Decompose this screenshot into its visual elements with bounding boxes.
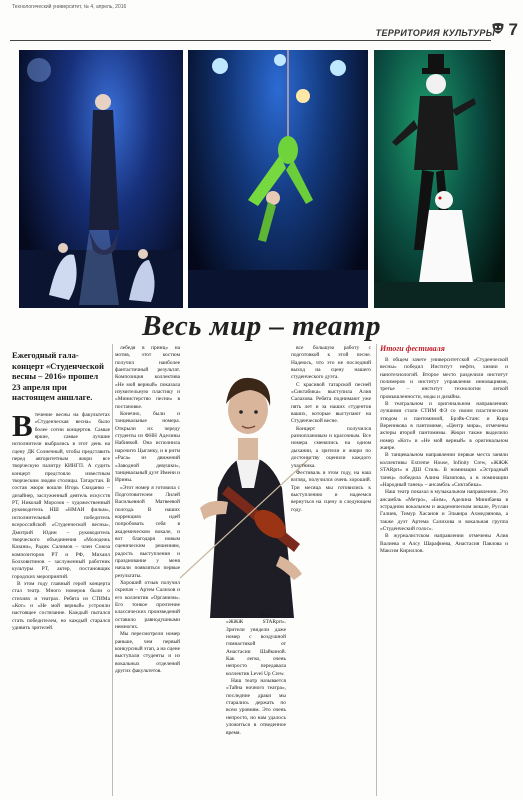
- paragraph: В театральном и оригинальном направлениях лучшими стали СТИМ ФЭ со своим пластическим этюдом и пантомимой, Брэйк-Станс и Кира Вереникова в пантомиме, «Центр мира», отмечены актеры второй пантомимы. Жюри также выделило номер «Кот» и «Не мой верный» в оригинальном жанре.: [380, 401, 508, 452]
- article-headline: Весь мир – театр: [142, 310, 381, 342]
- issue-line: Технологический университет, № 4, апрель, 2016: [12, 4, 127, 10]
- stage-photo-singer: [19, 50, 183, 308]
- column-divider: [112, 344, 113, 796]
- stage-photo-clowns: [374, 50, 505, 308]
- paragraph: лебедя в принц» на мотив, этот костюм получил наиболее фантастичный результат. Композиция коллектива «Не мой верный» показала изумительную пластику и «Министерство песни» в постановке.: [115, 345, 180, 410]
- paragraph: С красивой татарской песней «Сиктабика» выступила Алия Салахова. Ребята поднимают уже пять лет и за наших студентов ваших, которые выступают на Студенческой весне.: [291, 381, 371, 425]
- section-title: ТЕРРИТОРИЯ КУЛЬТУРЫ: [375, 28, 495, 38]
- paragraph: В общем зачете университетской «Студенческой весны» победил Институт нефти, химии и нанотехнологий. Второе место разделили институт полимеров и институт управления инновациями, третье – институт технологии легкой промышленности, моды и дизайна.: [380, 357, 508, 400]
- article-column-4: [291, 345, 371, 795]
- paragraph: Наш театр показал в музыкальном направлении. Это ансамбль «Метро», «Бим», Аделина Минибаева в эстрадном вокальном и академическом вокале, Руслан Галиев, Тимур Хасанов и Эльвира Ахмедзянова, а также дуэт Артема Салихова и вокальная группа «Студенческий голос».: [380, 489, 508, 532]
- paragraph: В журналистском направлении отмечены Алия Валиева и Алсу Шарафиева, Анастасия Павлова и Максим Кириллов.: [380, 533, 508, 554]
- paragraph: Концерт получился разноплановым и красочным. Все номера сменялись на одном дыхании, а зрители и жюри по достоинству оценили каждого участника.: [291, 425, 371, 469]
- page-number: 7: [508, 20, 518, 39]
- paragraph: течение весны на факультетах «Студенческая весна» было более сотни концертов. Самые яркие, самые лучшие исполнители выбрались в этот день на сцену ДК Солнечный, чтобы представить перед авторитетным жюри все творческую палитру КИНГП. А судить концерт предстояло известным творческим людям столицы. Татарстан. В состав жюри вошли Игорь Скиданко – дизайнер, заслуженный деятель искусств РТ, Николай Морозов – художественный руководитель НШ «НМАИ фильм», исполнительный победитель всероссийской «Студенческой весны», Дмитрий Юдин – руководитель творческого объединения «Молодежь Казани», Радик Салимов – член Союза композиторов РТ и РФ, Михаил Болховитинов – заслуженный работник культуры РТ, актер, постановщик городских мероприятий.: [12, 412, 110, 580]
- column-divider: [376, 344, 377, 796]
- paragraph: Хороший отзыв получил скрипач – Артем Салихов и его коллектив «Организм». Его тонкое прочтение классических произведений оставило равнодушными немногих.: [115, 580, 180, 631]
- section-divider: [10, 40, 491, 41]
- drop-cap: В: [12, 412, 33, 443]
- paragraph: Фестиваль в этом году, на наш взгляд, получился очень хороший. Три месяца мы готовились к выступлению и надеемся вернуться на сцену в следующем году.: [291, 469, 371, 513]
- article-column-1: [12, 412, 110, 794]
- paragraph: все большую работу с подготовкой к этой песне. Надеюсь, что это не последний выход на сцену нашего студенческого дуэта.: [291, 345, 371, 381]
- paragraph: Extreme House и «ЖЖЖ STARprt». Зрители увидели даже номер с воздушной гимнастикой от Анастасии Шайкиной. Как легко, очень непросто передавала коллектив Level Up Crew.: [226, 612, 286, 677]
- paragraph: Мы пересмотрели номер раньше, чем первый конкурсный этап, а на сцене выступали студенты и из вокальных отделений других факультетов.: [115, 631, 180, 675]
- paragraph: В этом году главный герой концерта стал театр. Много номеров были о стихиях и театрах. Ребята из СТИМа «Кот» и «Не мой верный» устроили настоящее состязание. Каждый пытался стать победителем, но каждый старался удивить зрителей.: [12, 580, 110, 631]
- theatre-mask-icon: [491, 22, 505, 36]
- results-column: [380, 357, 508, 795]
- paragraph: В танцевальном направлении первые места заняли коллективы Extreme House, Infinity Crew, «ЖЖЖ STARprt» и ДШ Стиль. В номинации «Эстрадный танец» победила Алина Назипова, а в номинации «Народный танец» – ансамбль «Сиктабика».: [380, 452, 508, 488]
- paragraph: Конечно, были и танцевальные номера. Открыли их череду студенты из ФНН Аделины Набиевой. Она исполнила нарочито Цыганку, и в ритм «Раса» из движений «Заводной девушки», танцевальный дуэт Имени и Ирины.: [115, 411, 180, 484]
- article-lead: Ежегодный гала-концерт «Студенческой весны – 2016» прошел 23 апреля при настоящем аншлаге.: [12, 350, 104, 403]
- paragraph: Наш театр называется «Тайна ночного театра», последние драки мы старались держать по всем уровням. Это очень непросто, но нам удалось уложиться в отведенное время.: [226, 678, 286, 736]
- stage-photo-aerial-dancer: [188, 50, 368, 308]
- results-heading: Итоги фестиваля: [380, 344, 445, 353]
- article-column-3: [226, 612, 286, 794]
- paragraph: «Этот номер я готовила с Подготовителем Лилей Васильевной Матвеевой полгода. В наших коррекциях идей попробовать себя в академическом вокале, и вот благодаря новым сценическим решениям, радость выступления и празднование у меня начали появляться первые результаты.: [115, 484, 180, 579]
